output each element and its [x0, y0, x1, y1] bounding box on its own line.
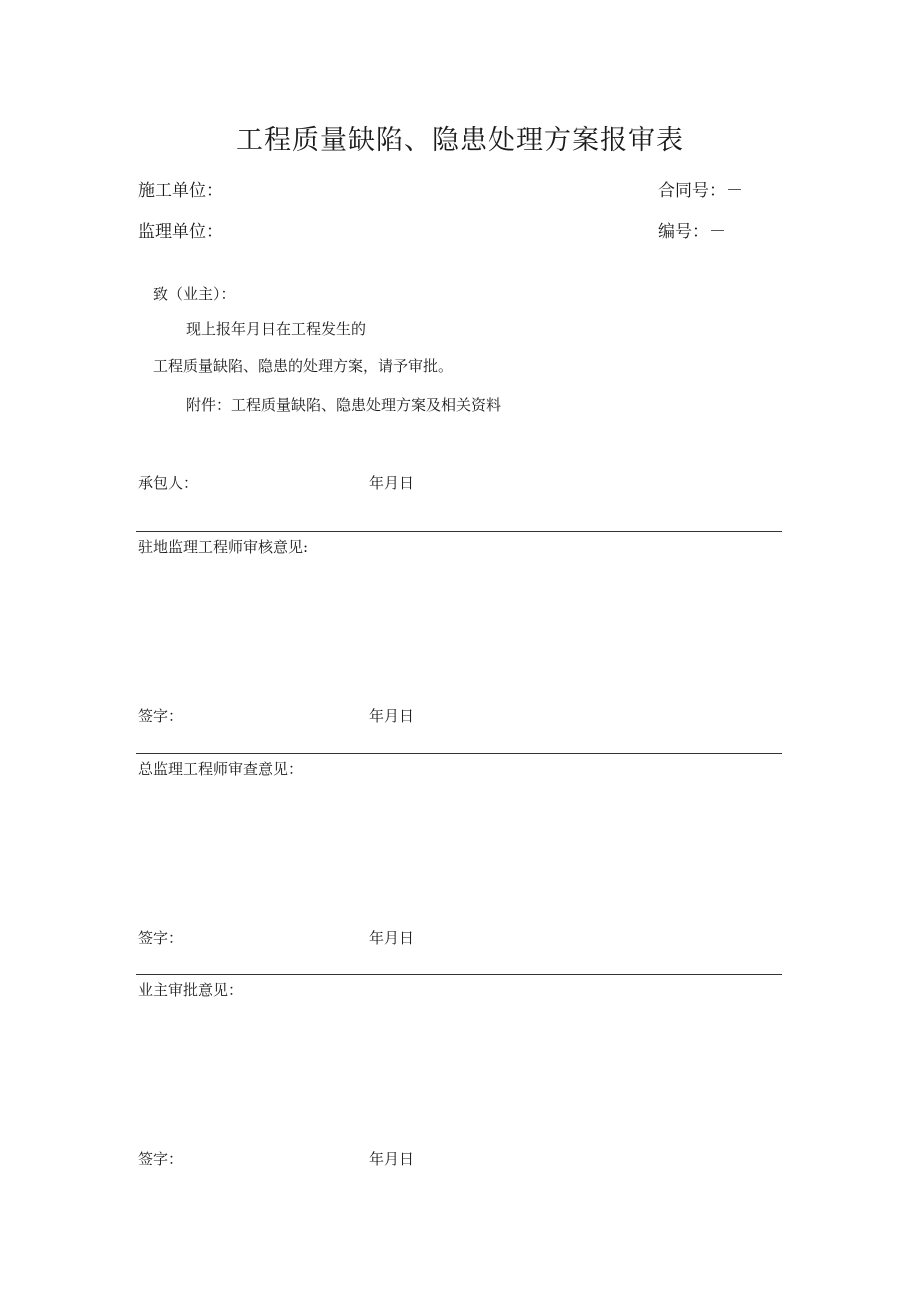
section-divider	[136, 753, 782, 754]
owner-date: 年月日	[369, 1150, 415, 1168]
resident-engineer-opinion-label: 驻地监理工程师审核意见:	[138, 538, 309, 556]
chief-engineer-sign-label: 签字：	[138, 929, 184, 947]
letter-line-1: 现上报年月日在工程发生的	[186, 320, 367, 338]
owner-sign-label: 签字：	[138, 1150, 184, 1168]
contract-no-label: 合同号：－	[658, 181, 743, 201]
owner-approval-label: 业主审批意见：	[138, 981, 244, 999]
letter-addressee: 致（业主）：	[153, 285, 236, 303]
chief-engineer-opinion-label: 总监理工程师审查意见：	[138, 760, 304, 778]
letter-line-2: 工程质量缺陷、隐患的处理方案，请予审批。	[153, 357, 454, 375]
contractor-label: 承包人：	[138, 474, 199, 492]
serial-no-label: 编号：－	[658, 222, 726, 242]
chief-engineer-date: 年月日	[369, 929, 415, 947]
section-divider	[136, 974, 782, 975]
section-divider	[136, 531, 782, 532]
letter-attachment: 附件：工程质量缺陷、隐患处理方案及相关资料	[186, 396, 502, 414]
contractor-date: 年月日	[369, 474, 415, 492]
resident-engineer-sign-label: 签字：	[138, 707, 184, 725]
contractor-unit-label: 施工单位：	[138, 181, 223, 201]
supervision-unit-label: 监理单位：	[138, 222, 223, 242]
document-title: 工程质量缺陷、隐患处理方案报审表	[236, 125, 684, 156]
resident-engineer-date: 年月日	[369, 707, 415, 725]
